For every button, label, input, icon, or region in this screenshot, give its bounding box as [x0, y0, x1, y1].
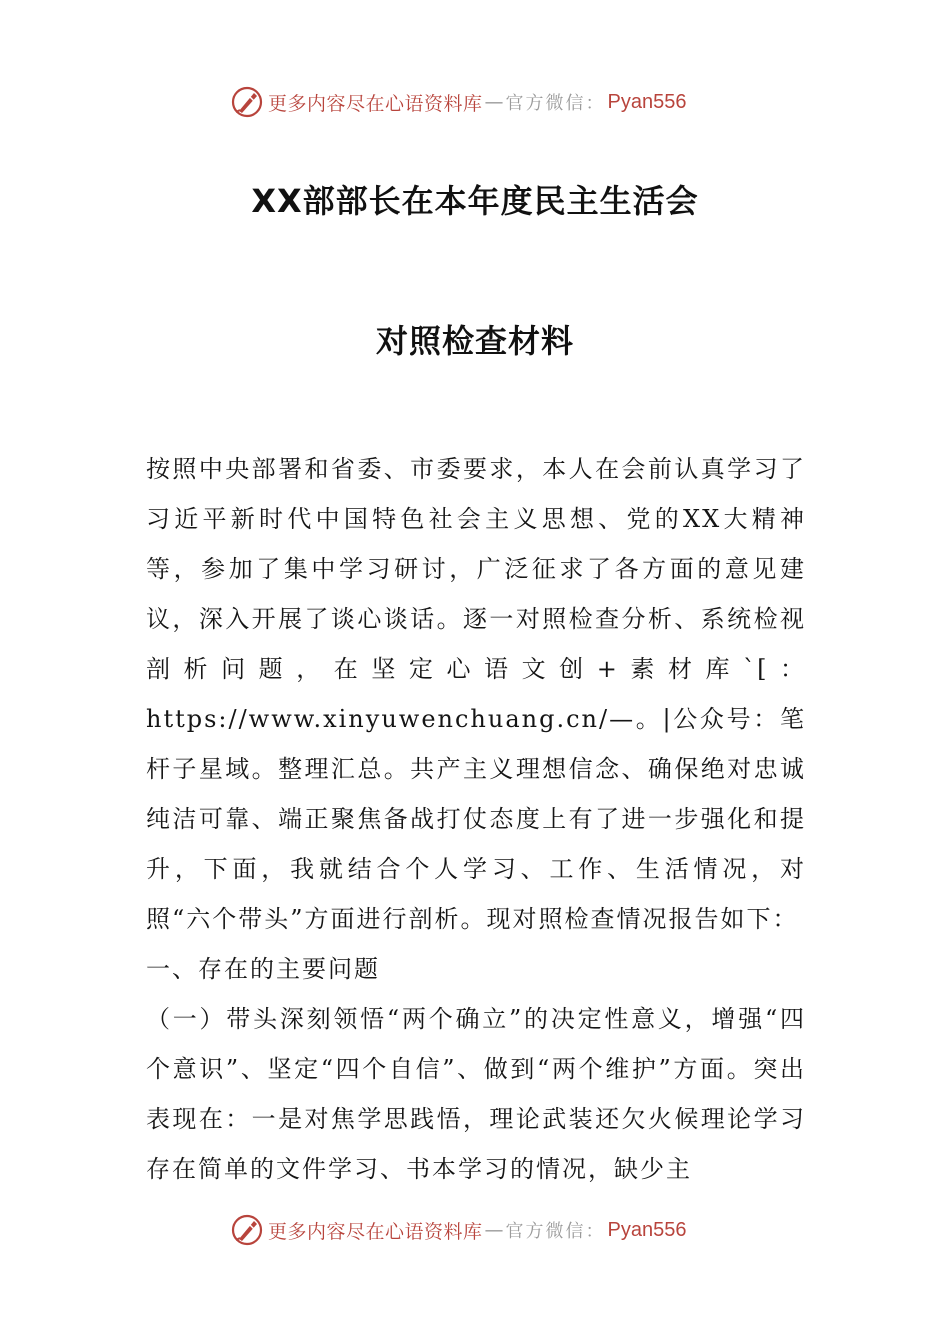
brand-text: 更多内容尽在心语资料库 [268, 92, 483, 115]
wechat-id: Pyan556 [607, 1218, 687, 1241]
section-heading: 一、存在的主要问题 [146, 955, 380, 983]
document-title-line1: XX部部长在本年度民主生活会 [251, 182, 699, 220]
subsection-paragraph: （一）带头深刻领悟“两个确立”的决定性意义，增强“四个意识”、坚定“四个自信”、做到“两个维护”方面。突出表现在：一是对焦学思践悟，理论武装还欠火候理论学习存在简单的文件学习、书本学习的情况，缺少主 [146, 1005, 806, 1183]
separator-dash: — [484, 1219, 504, 1241]
intro-paragraph: 按照中央部署和省委、市委要求，本人在会前认真学习了习近平新时代中国特色社会主义思想、党的XX大精神等，参加了集中学习研讨，广泛征求了各方面的意见建议，深入开展了谈心谈话。逐一对照检查分析、系统检视剖析问题，在坚定心语文创+素材库`[：https://www.xinyuwenchuang.cn/—。|公众号：笔杆子星域。整理汇总。共产主义理想信念、确保绝对忠诚纯洁可靠、端正聚焦备战打仗态度上有了进一步强化和提升，下面，我就结合个人学习、工作、生活情况，对照“六个带头”方面进行剖析。现对照检查情况报告如下： [146, 455, 806, 933]
brand-text: 更多内容尽在心语资料库 [268, 1220, 483, 1243]
quill-logo-icon [230, 1213, 264, 1247]
wechat-label: 官方微信： [505, 93, 606, 114]
separator-dash: — [484, 91, 504, 113]
footer-watermark-banner [230, 1212, 750, 1248]
quill-logo-icon [230, 85, 264, 119]
document-title-line2: 对照检查材料 [375, 322, 574, 360]
header-watermark-banner [230, 84, 750, 120]
wechat-id: Pyan556 [607, 90, 687, 113]
wechat-label: 官方微信： [505, 1221, 606, 1242]
document-body [146, 444, 806, 1194]
